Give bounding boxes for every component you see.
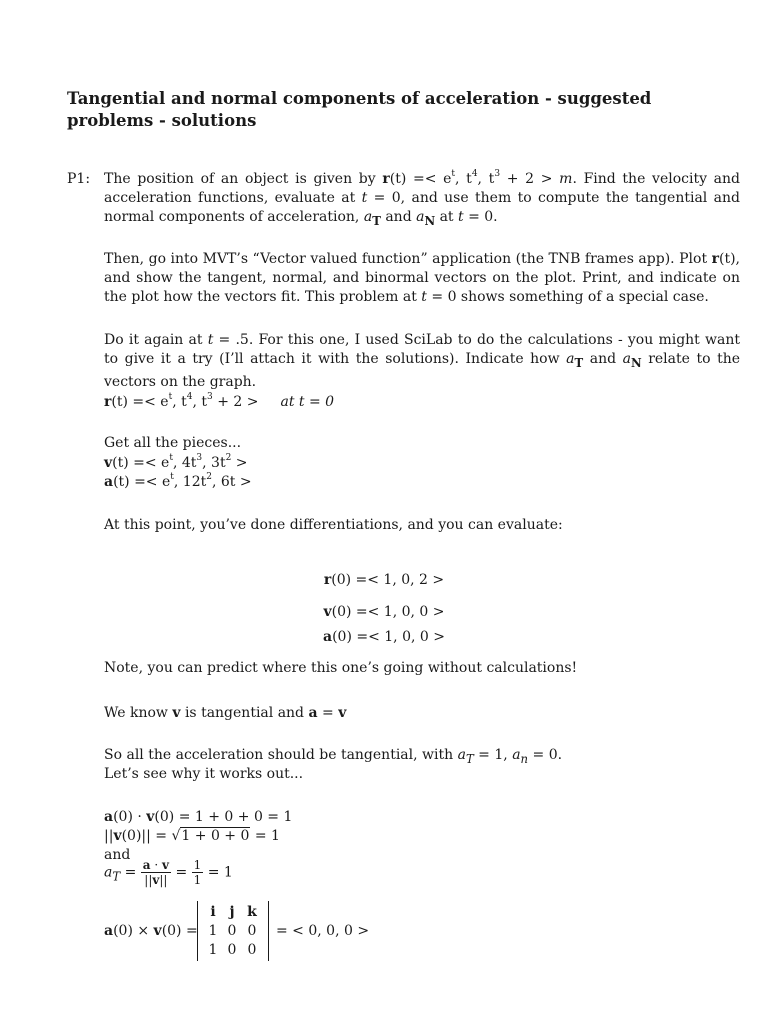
var-t: t <box>207 332 214 348</box>
exponent: 3 <box>207 392 213 403</box>
text-run: , t <box>455 171 472 187</box>
sqrt-symbol: √ <box>171 828 181 844</box>
var-a: a <box>512 747 521 763</box>
text-run: Then, go into MVT’s “Vector valued function” application (the TNB frames app). Plot <box>104 251 712 267</box>
text-run: = 0 shows something of a special case. <box>426 289 709 305</box>
text-run: || <box>104 828 114 844</box>
exponent: t <box>170 472 174 483</box>
var-a: a <box>104 864 113 881</box>
var-t: t <box>421 289 427 305</box>
exponent: t <box>169 453 173 464</box>
text-run: = <box>120 864 141 881</box>
sqrt-radicand: 1 + 0 + 0 <box>181 828 250 844</box>
numerator: 1 <box>193 858 202 872</box>
subscript: N <box>424 213 436 228</box>
cross-product-label <box>104 922 198 941</box>
and-text: and <box>104 847 131 863</box>
exponent: 2 <box>225 453 232 464</box>
vector-a: a <box>104 923 114 939</box>
var-a: a <box>363 209 373 225</box>
text-run: and <box>583 351 623 367</box>
text-run: + 2 > <box>212 394 259 410</box>
fraction-av-over-norm <box>141 858 171 887</box>
text-run: (t) =< e <box>111 394 169 410</box>
subscript: T <box>574 355 584 370</box>
r-at-zero <box>0 571 768 590</box>
unit: m <box>559 171 573 187</box>
text-run: = 1 <box>250 828 280 844</box>
evaluation-point: at t = 0 <box>280 394 335 410</box>
vector-v: v <box>104 455 113 471</box>
text-run: Do it again at <box>104 332 208 348</box>
text-run: · <box>150 858 163 872</box>
vector-r: r <box>104 394 112 410</box>
velocity-function <box>104 454 248 473</box>
exponent: t <box>168 392 173 403</box>
text-run: We know <box>104 705 173 721</box>
text-run: (t) =< e <box>112 455 170 471</box>
vector-a: a <box>104 809 114 825</box>
text-run: = 0. <box>528 747 563 763</box>
vector-a: a <box>104 474 114 490</box>
text-run: = 0, and use them to compute the tangential and normal components of acceleration, <box>104 190 740 225</box>
text-run: (0) =< 1, 0, 0 > <box>331 604 445 620</box>
vector-v: v <box>113 828 122 844</box>
exponent: 4 <box>186 392 193 403</box>
text-run: , 3t <box>202 455 226 471</box>
acceleration-function <box>104 473 252 492</box>
text-run: = .5. For this one, I used SciLab to do the calculations - you might want to give it a try (I’ll attach it with the solutions). Indicate how <box>104 332 740 367</box>
var-t: t <box>361 190 368 206</box>
matrix-cell: 0 <box>227 923 237 939</box>
var-a: a <box>566 351 575 367</box>
scilab-paragraph <box>104 331 740 392</box>
text-run: (0) =< 1, 0, 0 > <box>332 629 445 645</box>
text-run: > <box>231 455 248 471</box>
text-run: = 0. <box>463 209 498 225</box>
norm-line <box>104 827 280 846</box>
var-a: a <box>622 351 631 367</box>
text-run: , t <box>172 394 187 410</box>
problem-label: P1: <box>67 171 91 187</box>
fraction-one-over-one <box>192 858 204 887</box>
text-run: || <box>159 873 168 887</box>
a-at-zero <box>0 628 768 647</box>
subscript: T <box>112 869 121 884</box>
var-a: a <box>416 209 425 225</box>
position-equation <box>104 393 334 412</box>
subscript: T <box>372 213 381 228</box>
matrix-cell: 0 <box>247 923 257 939</box>
tangential-formula <box>104 858 233 887</box>
text-run: = <box>317 705 339 721</box>
vector-v: v <box>338 705 347 721</box>
matrix-cell: 1 <box>208 942 218 958</box>
evaluate-text: At this point, you’ve done differentiations, and you can evaluate: <box>104 517 563 533</box>
text-run: || <box>144 873 153 887</box>
text-run: = 1, <box>473 747 513 763</box>
lets-see-text: Let’s see why it works out... <box>104 766 304 782</box>
determinant-matrix <box>197 901 269 961</box>
exponent: 3 <box>196 453 203 464</box>
text-run: relate to the vectors on the graph. <box>104 351 740 390</box>
vector-v: v <box>172 705 181 721</box>
vector-v: v <box>323 604 332 620</box>
matrix-cell: i <box>210 904 216 920</box>
vector-r: r <box>382 171 390 187</box>
text-run: (0) =< 1, 0, 2 > <box>331 572 445 588</box>
text-run: (0) · <box>113 809 147 825</box>
pieces-intro: Get all the pieces... <box>104 435 242 451</box>
vector-a: a <box>308 705 318 721</box>
subscript: T <box>465 751 474 766</box>
text-run: (0) = <box>161 923 198 939</box>
dot-product-line <box>104 808 292 827</box>
text-run: (t), and show the tangent, normal, and binormal vectors on the plot. Print, and indicate on the plot how the vectors fit. This problem at <box>104 251 740 305</box>
text-run: (0) × <box>113 923 154 939</box>
var-t: t <box>458 209 464 225</box>
text-run: , t <box>477 171 495 187</box>
matrix-cell: k <box>247 904 257 920</box>
text-run: So all the acceleration should be tangential, with <box>104 747 458 763</box>
text-run: , 6t > <box>211 474 252 490</box>
page-title: Tangential and normal components of acceleration - suggested problems - solutions <box>67 89 652 130</box>
text-run: and <box>380 209 417 225</box>
vector-r: r <box>323 572 332 588</box>
text-run: , t <box>192 394 208 410</box>
vector-r: r <box>711 251 719 267</box>
text-run: + 2 > <box>500 171 560 187</box>
matrix-cell: 0 <box>247 942 257 958</box>
subscript: N <box>630 355 642 370</box>
note-text: Note, you can predict where this one’s going without calculations! <box>104 660 578 676</box>
text-run: = <box>171 864 192 881</box>
we-know-text <box>104 704 346 723</box>
exponent: t <box>451 169 456 180</box>
text-run: = 1 <box>203 864 233 881</box>
text-run: (t) =< e <box>389 171 452 187</box>
text-run: . Find the velocity and acceleration functions, evaluate at <box>104 171 740 206</box>
text-run: , 4t <box>172 455 197 471</box>
exponent: 4 <box>471 169 478 180</box>
text-run: , 12t <box>173 474 207 490</box>
v-at-zero <box>0 603 768 622</box>
vector-v: v <box>153 923 162 939</box>
denominator: 1 <box>193 873 202 887</box>
text-run: The position of an object is given by <box>104 171 383 187</box>
text-run: at <box>435 209 458 225</box>
matrix-cell: 0 <box>227 942 237 958</box>
text-run: (t) =< e <box>113 474 171 490</box>
text-run: (0)|| = <box>121 828 172 844</box>
cross-product-result: = < 0, 0, 0 > <box>276 923 370 939</box>
text-run: (0) = 1 + 0 + 0 = 1 <box>154 809 293 825</box>
var-a: a <box>457 747 466 763</box>
vector-a: a <box>142 858 151 872</box>
instructions-paragraph <box>104 250 740 307</box>
text-run: is tangential and <box>180 705 309 721</box>
subscript: n <box>520 751 529 766</box>
exponent: 2 <box>206 472 212 483</box>
vector-v: v <box>152 873 160 887</box>
matrix-cell: 1 <box>208 923 218 939</box>
vector-a: a <box>323 629 333 645</box>
vector-v: v <box>162 858 169 872</box>
problem-statement <box>104 170 740 231</box>
exponent: 3 <box>494 169 501 180</box>
matrix-cell: j <box>229 904 235 920</box>
vector-v: v <box>146 809 155 825</box>
